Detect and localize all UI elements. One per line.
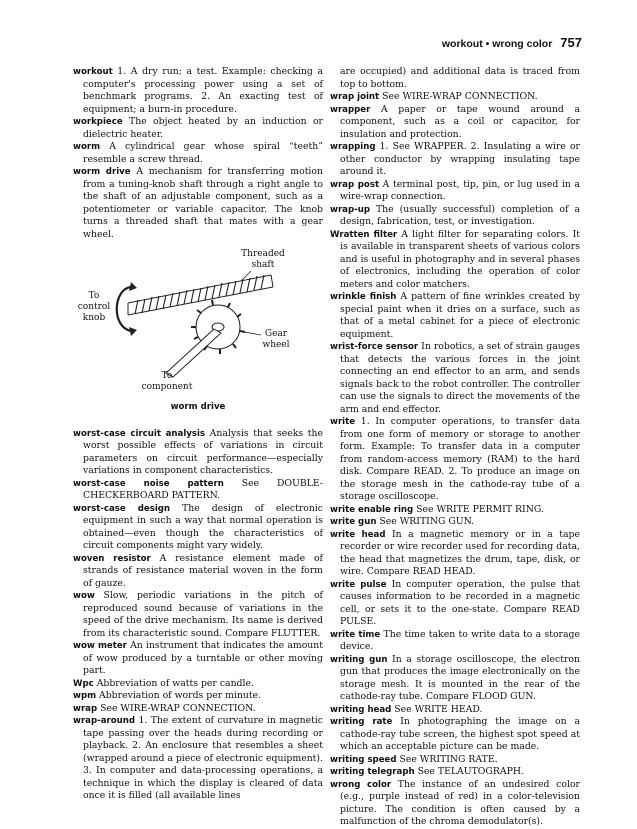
dictionary-entry — [73, 503, 323, 553]
entry-definition: An instrument that indicates the amount of wow produced by a turntable or other moving part. — [83, 640, 324, 676]
running-header — [442, 35, 582, 50]
entry-term: write head — [330, 529, 386, 540]
entry-definition: See DOUBLE-CHECKERBOARD PATTERN. — [83, 477, 323, 501]
entry-term: writing gun — [330, 654, 388, 665]
entry-definition: See WIRE-WRAP CONNECTION. — [379, 91, 538, 102]
entry-definition: The design of electronic equipment in such a way that normal operation is obtained—even though the characteristics of circuit components might vary widely. — [83, 502, 323, 551]
entry-definition: In photographing the image on a cathode-ray tube screen, the highest spot speed at which an acceptable picture can be made. — [340, 716, 580, 752]
entry-term: wrap post — [330, 179, 380, 190]
entry-term: worst-case noise pattern — [73, 478, 224, 489]
dictionary-entry — [330, 504, 580, 517]
right-column — [330, 66, 580, 829]
entry-term: Wratten filter — [330, 229, 398, 240]
dictionary-entry — [330, 229, 580, 292]
left-column — [73, 66, 323, 803]
entry-term: wrap-up — [330, 204, 370, 215]
entry-definition: See WRITE PERMIT RING. — [413, 503, 544, 515]
dictionary-entry — [330, 141, 580, 179]
dictionary-entry — [330, 754, 580, 767]
dictionary-entry — [330, 529, 580, 579]
entry-term: wow — [73, 591, 95, 601]
entry-definition: A pattern of fine wrinkles created by special paint when it dries on a surface, such as that of a metal cabinet for a piece of electronic equipment. — [340, 291, 580, 340]
entry-term: worm drive — [73, 167, 131, 177]
entry-term: wow meter — [73, 641, 127, 651]
dictionary-entry — [73, 678, 323, 691]
label-gear-wheel: Gear wheel — [262, 329, 290, 350]
entry-term: wrap joint — [330, 92, 380, 102]
entry-definition: 1. In computer operations, to transfer data from one form of memory or storage to another form. Example: To transfer data in a computer from random-access memory (RAM) to the hard disk. Compare READ. 2. To produce an image on the storage mesh in the cathode-ray tube of a storage oscilloscope. — [340, 416, 580, 502]
dictionary-entry — [330, 416, 580, 504]
entry-definition: 1. The extent of curvature in magnetic tape passing over the heads during recording or playback. 2. An enclosure that resembles a sheet (wrapped around a piece of electronic equipment). 3. In computer and data-processing operations, a technique in which the display is cleared of data once it is filled (all available lines — [83, 715, 324, 801]
entry-term: wpm — [73, 691, 97, 701]
dictionary-entry — [330, 179, 580, 204]
entry-term: writing head — [330, 704, 392, 715]
shaft-threads-icon — [135, 275, 264, 314]
entry-term: wrapping — [330, 142, 376, 152]
dictionary-entry — [330, 66, 580, 91]
entry-term: wrap-around — [73, 716, 136, 726]
entry-definition: In robotics, a set of strain gauges that detects the various forces in the joint connecting an end effector to an arm, and sends signals back to the robot controller. The controller can use the signals to direct the movements of the arm and end effector. — [340, 341, 580, 415]
dictionary-entry — [330, 204, 580, 229]
label-control-knob: To control knob — [77, 291, 111, 323]
dictionary-entry — [330, 104, 580, 142]
dictionary-entry — [330, 291, 580, 341]
entry-term: workout — [73, 67, 113, 77]
dictionary-entry — [73, 478, 323, 503]
entry-term: writing rate — [330, 717, 393, 727]
entry-term: wrong color — [330, 779, 392, 790]
entry-term: wrinkle finish — [330, 292, 397, 302]
dictionary-entry — [330, 91, 580, 104]
entry-term: write enable ring — [330, 504, 414, 515]
entry-definition: See WRITING RATE. — [396, 753, 498, 765]
dictionary-entry — [330, 779, 580, 829]
dictionary-entry — [73, 703, 323, 716]
entry-definition: A paper or tape wound around a component, such as a coil or capacitor, for insulation and protection. — [340, 103, 580, 140]
entry-definition: See TELAUTOGRAPH. — [414, 766, 524, 777]
dictionary-entry — [73, 640, 323, 678]
dictionary-entry — [330, 654, 580, 704]
dictionary-entry — [330, 629, 580, 654]
entry-term: write pulse — [330, 579, 387, 590]
dictionary-entry — [330, 516, 580, 529]
entry-definition: The instance of an undesired color (e.g., purple instead of red) in a color-television picture. The condition is often caused by a malfunction of the chroma demodulator(s). — [340, 778, 580, 827]
entry-definition: The time taken to write data to a storage device. — [340, 628, 580, 652]
entry-definition: In a magnetic memory or in a tape recorder or wire recorder used for recording data, the head that magnetizes the drum, tape, disk, or wire. Compare READ HEAD. — [340, 528, 580, 577]
page-number: 757 — [560, 35, 582, 50]
entry-definition: The (usually successful) completion of a design, fabrication, test, or investigation. — [340, 203, 580, 227]
right-entries — [330, 66, 580, 829]
entry-term: write time — [330, 629, 381, 640]
dictionary-entry — [73, 116, 323, 141]
entry-definition: Analysis that seeks the worst possible effects of variations in circuit parameters on circuit performance—especially variations in component characteristics. — [83, 427, 323, 476]
dictionary-entry — [330, 716, 580, 754]
entry-definition: The object heated by an induction or dielectric heater. — [83, 116, 323, 140]
dictionary-entry — [73, 66, 323, 116]
figure-caption: worm drive — [170, 402, 226, 412]
dictionary-entry — [73, 428, 323, 478]
dictionary-entry — [73, 141, 323, 166]
entry-definition: In a storage oscilloscope, the electron gun that produces the image electronically on the storage mesh. It is mounted in the rear of the cathode-ray tube. Compare FLOOD GUN. — [340, 653, 581, 702]
entry-definition: are occupied) and additional data is traced from top to bottom. — [340, 66, 580, 90]
entry-term: write gun — [330, 517, 377, 527]
entry-definition: Abbreviation of words per minute. — [96, 690, 262, 701]
entry-term: worst-case design — [73, 503, 171, 514]
entry-definition: See WRITE HEAD. — [391, 703, 483, 715]
entry-definition: 1. A dry run; a test. Example: checking a computer's processing power using a set of benchmark programs. 2. An exacting test of equipment; a burn-in procedure. — [83, 66, 323, 115]
entry-term: wrap — [73, 703, 98, 714]
guide-words: workout • wrong color — [441, 38, 553, 50]
dictionary-entry — [330, 341, 580, 416]
dictionary-entry — [73, 553, 323, 591]
dictionary-entry — [330, 766, 580, 779]
entry-definition: See WRITING GUN. — [376, 516, 475, 527]
entry-term: writing telegraph — [330, 767, 415, 777]
entry-term: wrist-force sensor — [330, 342, 419, 352]
dictionary-entry — [330, 579, 580, 629]
dictionary-entry — [73, 715, 323, 803]
entry-definition: A terminal post, tip, pin, or lug used in a wire-wrap connection. — [340, 178, 581, 202]
entry-term: worst-case circuit analysis — [73, 428, 206, 439]
dictionary-entry — [73, 690, 323, 703]
entry-term: Wpc — [73, 678, 94, 689]
left-entries-bottom — [73, 428, 323, 803]
entry-term: worm — [73, 142, 101, 152]
entry-term: write — [330, 417, 356, 427]
dictionary-entry — [330, 704, 580, 717]
entry-term: wrapper — [330, 104, 371, 115]
entry-definition: Slow, periodic variations in the pitch of reproduced sound because of variations in the speed of the drive mechanism. Its name is derived from its characteristic sound. Compare FLUTTER. — [83, 590, 323, 639]
worm-drive-figure — [73, 247, 323, 397]
entry-definition: A mechanism for transferring motion from a tuning-knob shaft through a right angle to the shaft of an adjustable component, such as a potentiometer or variable capacitor. The knob turns a threaded shaft that mates with a gear wheel. — [83, 166, 323, 240]
entry-definition: 1. See WRAPPER. 2. Insulating a wire or other conductor by wrapping insulating tape around it. — [340, 141, 580, 177]
entry-definition: A cylindrical gear whose spiral “teeth” resemble a screw thread. — [83, 141, 323, 165]
label-to-component: To component — [141, 371, 193, 392]
entry-term: woven resistor — [73, 553, 151, 564]
entry-definition: A light filter for separating colors. It is available in transparent sheets of various colors and is useful in photography and in several phases of electronics, including the operation of color meters and color matchers. — [340, 228, 580, 290]
dictionary-entry — [73, 590, 323, 640]
entry-definition: Abbreviation of watts per candle. — [93, 677, 254, 689]
left-entries-top — [73, 66, 323, 241]
label-threaded-shaft: Threaded shaft — [241, 249, 285, 270]
entry-term: workpiece — [73, 117, 123, 127]
rotation-arrow-icon — [117, 287, 131, 331]
entry-definition: See WIRE-WRAP CONNECTION. — [97, 702, 256, 714]
entry-definition: In computer operation, the pulse that causes information to be recorded in a magnetic cell, or sets it to the one-state. Compare READ PULSE. — [340, 578, 580, 627]
dictionary-entry — [73, 166, 323, 241]
entry-term: writing speed — [330, 754, 397, 765]
entry-definition: A resistance element made of strands of resistance material woven in the form of gauze. — [83, 552, 323, 589]
output-shaft-icon — [166, 329, 221, 377]
